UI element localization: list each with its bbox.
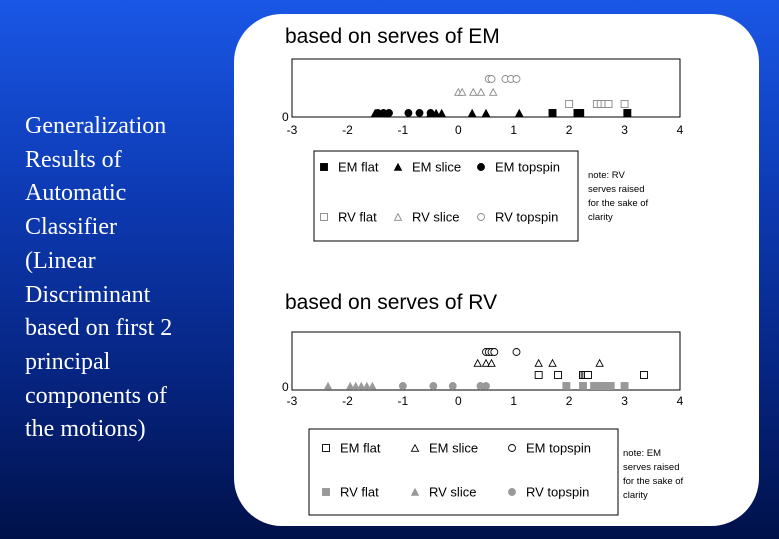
chart2-note-line: clarity xyxy=(623,490,648,501)
chart2-note-line: for the sake of xyxy=(623,476,684,487)
data-point xyxy=(449,383,456,390)
legend-marker xyxy=(412,445,419,452)
legend-label: RV topspin xyxy=(495,209,559,225)
data-point xyxy=(325,383,332,390)
data-point xyxy=(566,101,573,108)
side-caption xyxy=(25,110,225,447)
legend-label: EM topspin xyxy=(526,440,592,456)
legend-marker xyxy=(509,445,516,452)
data-point xyxy=(478,89,485,96)
data-point xyxy=(399,383,406,390)
data-point xyxy=(490,89,497,96)
caption-line: components of xyxy=(25,382,167,409)
legend-label: EM slice xyxy=(429,440,479,456)
data-point xyxy=(555,372,562,379)
legend-label: RV slice xyxy=(429,484,477,500)
x-tick-label: -3 xyxy=(286,394,298,408)
chart1-y-tick: 0 xyxy=(282,110,289,124)
legend-marker xyxy=(478,214,485,221)
chart2-x-axis xyxy=(287,394,684,408)
chart2-note-line: note: EM xyxy=(623,448,662,459)
x-tick-label: -2 xyxy=(342,394,353,408)
data-point xyxy=(605,101,612,108)
legend-label: RV flat xyxy=(338,209,377,225)
data-point xyxy=(430,383,437,390)
legend-marker xyxy=(395,214,402,221)
data-point xyxy=(640,372,647,379)
chart2-y-tick: 0 xyxy=(282,380,289,394)
data-point xyxy=(438,110,445,117)
data-point xyxy=(369,383,376,390)
caption-line: Discriminant xyxy=(25,281,151,308)
data-point xyxy=(488,360,495,367)
data-point xyxy=(577,110,584,117)
legend-label: EM topspin xyxy=(495,159,561,175)
x-tick-label: 0 xyxy=(454,123,462,137)
caption-line: based on first 2 xyxy=(25,315,173,342)
legend-marker xyxy=(395,164,402,171)
chart2-title: based on serves of RV xyxy=(285,291,498,314)
legend-label: EM flat xyxy=(340,440,381,456)
data-point xyxy=(516,110,523,117)
data-point xyxy=(469,110,476,117)
chart1-legend-items xyxy=(321,160,561,225)
data-point xyxy=(621,383,628,390)
data-point xyxy=(535,360,542,367)
data-point xyxy=(427,110,434,117)
x-tick-label: 4 xyxy=(676,394,684,408)
legend-label: RV flat xyxy=(340,484,379,500)
data-point xyxy=(624,110,631,117)
x-tick-label: 2 xyxy=(565,123,573,137)
chart1-title: based on serves of EM xyxy=(285,25,500,48)
legend-label: RV slice xyxy=(412,209,460,225)
chart2-note-line: serves raised xyxy=(623,462,680,473)
data-point xyxy=(386,110,393,117)
x-tick-label: 2 xyxy=(565,394,573,408)
data-point xyxy=(470,89,477,96)
caption-line: Results of xyxy=(25,146,122,173)
x-tick-label: -3 xyxy=(286,123,298,137)
legend-marker xyxy=(321,214,328,221)
data-point xyxy=(580,383,587,390)
data-point xyxy=(513,349,520,356)
legend-marker xyxy=(323,489,330,496)
chart1-note-line: note: RV xyxy=(588,170,625,181)
legend-marker xyxy=(478,164,485,171)
charts-svg xyxy=(234,14,759,526)
x-tick-label: 4 xyxy=(676,123,684,137)
caption-line: (Linear xyxy=(25,247,96,274)
chart-panel xyxy=(234,14,759,526)
data-point xyxy=(607,383,614,390)
data-point xyxy=(488,76,495,83)
chart1-note-line: for the sake of xyxy=(588,198,649,209)
chart1-plot-frame xyxy=(292,59,680,117)
x-tick-label: -1 xyxy=(397,394,409,408)
data-point xyxy=(483,110,490,117)
x-tick-label: 0 xyxy=(454,394,462,408)
chart2-marks xyxy=(325,349,648,390)
caption-line: Generalization xyxy=(25,113,167,139)
data-point xyxy=(491,349,498,356)
data-point xyxy=(596,360,603,367)
data-point xyxy=(584,372,591,379)
legend-marker xyxy=(509,489,516,496)
chart1-x-axis xyxy=(287,123,684,137)
legend-label: RV topspin xyxy=(526,484,590,500)
caption-line: the motions) xyxy=(25,416,146,443)
data-point xyxy=(549,360,556,367)
data-point xyxy=(549,110,556,117)
data-point xyxy=(416,110,423,117)
x-tick-label: 3 xyxy=(621,394,628,408)
caption-line: principal xyxy=(25,348,111,375)
data-point xyxy=(621,101,628,108)
data-point xyxy=(474,360,481,367)
x-tick-label: -2 xyxy=(342,123,353,137)
legend-label: EM slice xyxy=(412,159,462,175)
legend-marker xyxy=(412,489,419,496)
legend-label: EM flat xyxy=(338,159,379,175)
chart2-legend-items xyxy=(323,441,592,500)
chart1-marks xyxy=(372,76,631,117)
x-tick-label: 1 xyxy=(510,394,518,408)
data-point xyxy=(405,110,412,117)
x-tick-label: 3 xyxy=(621,123,628,137)
caption-line: Classifier xyxy=(25,214,117,241)
data-point xyxy=(513,76,520,83)
data-point xyxy=(563,383,570,390)
chart1-note-line: clarity xyxy=(588,212,613,223)
data-point xyxy=(483,383,490,390)
caption-line: Automatic xyxy=(25,180,127,207)
data-point xyxy=(535,372,542,379)
x-tick-label: 1 xyxy=(510,123,518,137)
chart1-note-line: serves raised xyxy=(588,184,645,195)
legend-marker xyxy=(321,164,328,171)
x-tick-label: -1 xyxy=(397,123,409,137)
legend-marker xyxy=(323,445,330,452)
